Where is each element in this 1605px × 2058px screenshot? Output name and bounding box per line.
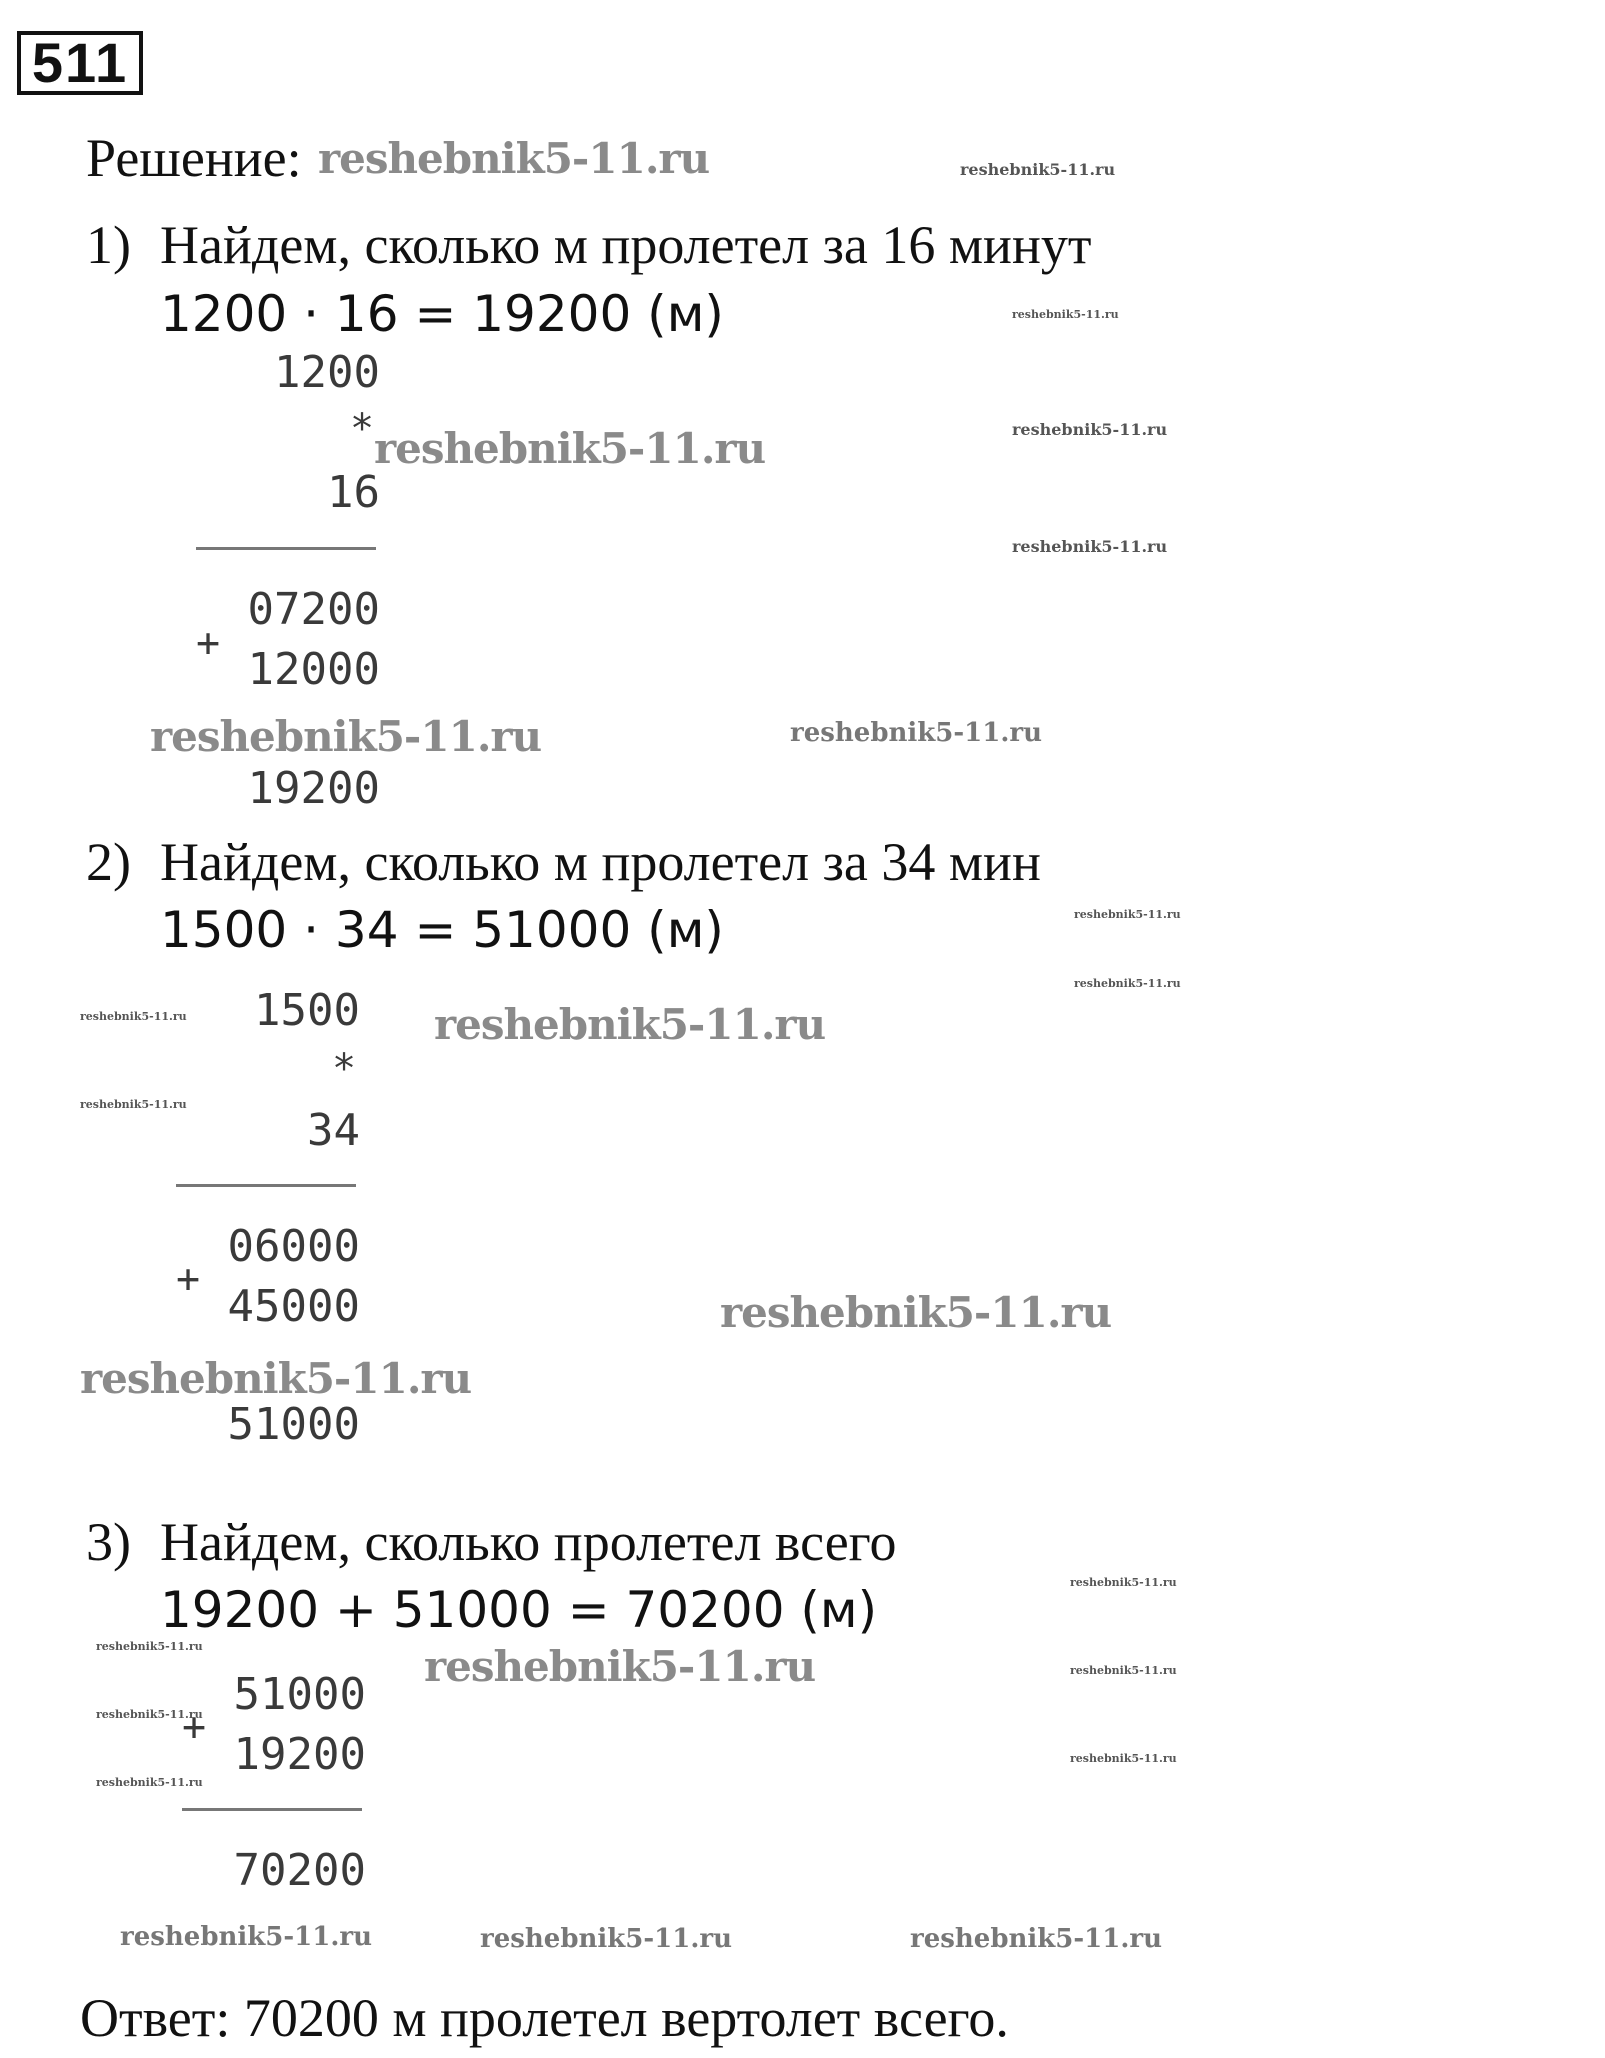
step-1-text: Найдем, сколько м пролетел за 16 минут <box>160 215 1092 275</box>
step-1-plus-sign: + <box>196 620 221 666</box>
step-1-column-rule <box>196 547 376 550</box>
solution-label: Решение: <box>86 128 302 188</box>
answer: Ответ: 70200 м пролетел вертолет всего. <box>80 1988 1009 2048</box>
watermark: reshebnik5-11.ru <box>1070 1576 1177 1589</box>
watermark: reshebnik5-11.ru <box>80 1010 187 1023</box>
step-2-partial-2: 45000 <box>227 1281 360 1332</box>
watermark: reshebnik5-11.ru <box>1074 908 1181 921</box>
watermark: reshebnik5-11.ru <box>374 424 766 473</box>
step-1-partial-2: 12000 <box>247 644 380 695</box>
step-2-column-top: 1500 <box>254 985 360 1036</box>
step-3-result: 70200 <box>233 1845 366 1896</box>
step-3-column-top: 51000 <box>233 1669 366 1720</box>
step-3-column-bottom: 19200 <box>233 1729 366 1780</box>
step-2-multiply-sign: * <box>332 1046 357 1092</box>
step-3-plus-sign: + <box>182 1704 207 1750</box>
step-2-plus-sign: + <box>176 1256 201 1302</box>
watermark: reshebnik5-11.ru <box>424 1642 816 1691</box>
step-2-column-bottom: 34 <box>307 1105 360 1156</box>
watermark: reshebnik5-11.ru <box>720 1288 1112 1337</box>
step-1-index: 1) <box>86 215 131 275</box>
watermark: reshebnik5-11.ru <box>434 1000 826 1049</box>
step-3-equation: 19200 + 51000 = 70200 (м) <box>160 1581 878 1639</box>
watermark: reshebnik5-11.ru <box>1074 977 1181 990</box>
watermark: reshebnik5-11.ru <box>480 1924 733 1954</box>
step-1-column-bottom: 16 <box>327 467 380 518</box>
watermark: reshebnik5-11.ru <box>1070 1664 1177 1677</box>
step-2-column-rule <box>176 1184 356 1187</box>
watermark: reshebnik5-11.ru <box>150 712 542 761</box>
step-2-text: Найдем, сколько м пролетел за 34 мин <box>160 832 1041 892</box>
watermark: reshebnik5-11.ru <box>96 1776 203 1789</box>
step-2-result: 51000 <box>227 1399 360 1450</box>
step-3-column-rule <box>182 1808 362 1811</box>
watermark: reshebnik5-11.ru <box>1070 1752 1177 1765</box>
watermark: reshebnik5-11.ru <box>96 1708 203 1721</box>
problem-number: 511 <box>17 31 143 95</box>
step-2-index: 2) <box>86 832 131 892</box>
watermark: reshebnik5-11.ru <box>960 160 1116 179</box>
step-1-result: 19200 <box>247 763 380 814</box>
step-1-multiply-sign: * <box>350 406 375 452</box>
watermark: reshebnik5-11.ru <box>1012 420 1168 439</box>
step-1-equation: 1200 · 16 = 19200 (м) <box>160 285 724 343</box>
watermark: reshebnik5-11.ru <box>80 1098 187 1111</box>
watermark: reshebnik5-11.ru <box>80 1354 472 1403</box>
watermark: reshebnik5-11.ru <box>910 1924 1163 1954</box>
step-2-partial-1: 06000 <box>227 1221 360 1272</box>
watermark: reshebnik5-11.ru <box>96 1640 203 1653</box>
step-1-column-top: 1200 <box>274 347 380 398</box>
watermark: reshebnik5-11.ru <box>318 134 710 183</box>
watermark: reshebnik5-11.ru <box>120 1922 373 1952</box>
watermark: reshebnik5-11.ru <box>790 718 1043 748</box>
step-1-partial-1: 07200 <box>247 584 380 635</box>
watermark: reshebnik5-11.ru <box>1012 308 1119 321</box>
step-3-text: Найдем, сколько пролетел всего <box>160 1512 897 1572</box>
watermark: reshebnik5-11.ru <box>1012 537 1168 556</box>
step-3-index: 3) <box>86 1512 131 1572</box>
step-2-equation: 1500 · 34 = 51000 (м) <box>160 901 724 959</box>
